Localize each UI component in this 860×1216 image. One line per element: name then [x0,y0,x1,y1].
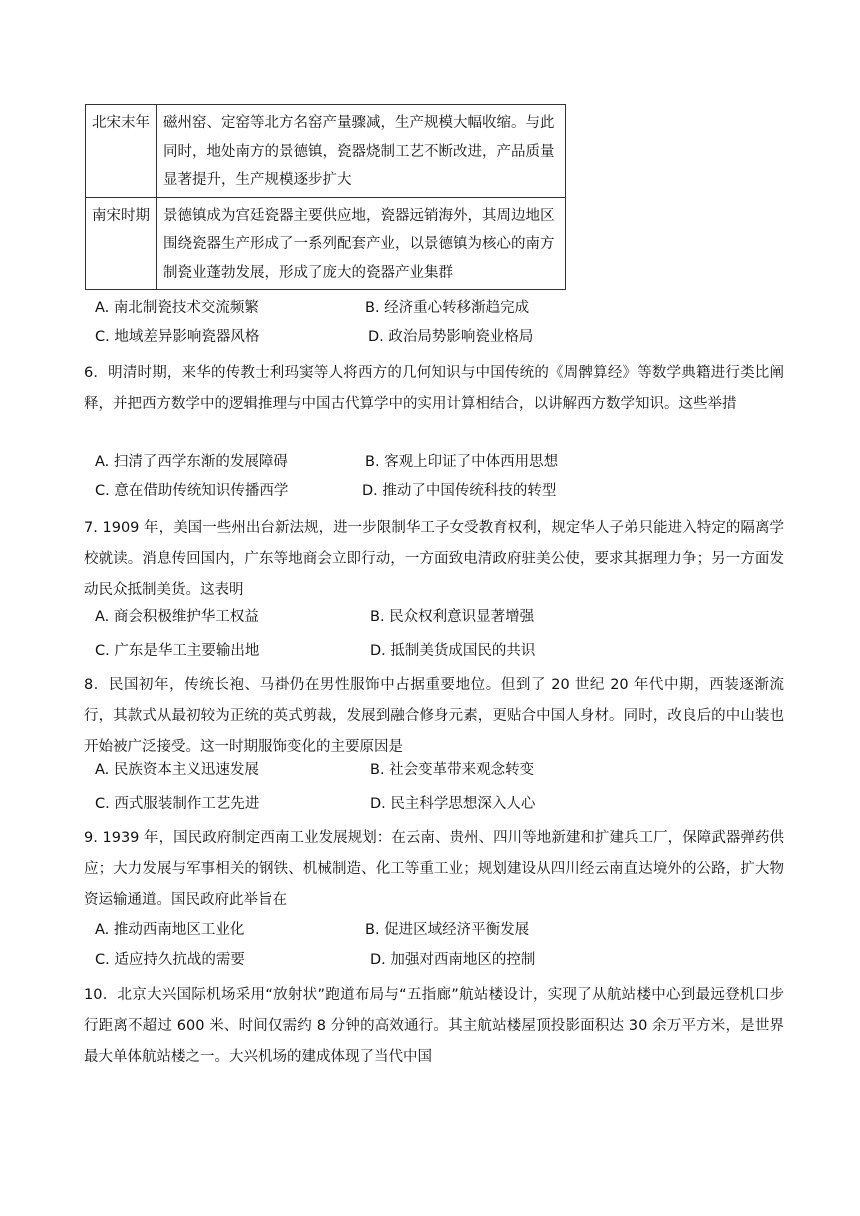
q6-stem: 6．明清时期，来华的传教士利玛窦等人将西方的几何知识与中国传统的《周髀算经》等数学典籍进行类比阐释，并把西方数学中的逻辑推理与中国古代算学中的实用计算相结合，以讲解西方数学知识。这些举措 [84,365,784,412]
q9-stem: 9. 1939 年，国民政府制定西南工业发展规划：在云南、贵州、四川等地新建和扩建兵工厂，保障武器弹药供应；大力发展与军事相关的钢铁、机械制造、化工等重工业；规划建设从四川经云南直达境外的公路，扩大物资运输通道。国民政府此举旨在 [84,830,784,908]
q6-option-b[interactable]: B. 客观上印证了中体西用思想 [365,454,559,470]
table-cell-text: 景德镇成为宫廷瓷器主要供应地，瓷器远销海外，其周边地区围绕瓷器生产形成了一系列配套产业，以景德镇为核心的南方制瓷业蓬勃发展，形成了庞大的瓷器产业集群 [157,197,566,290]
q7-option-c[interactable]: C. 广东是华工主要输出地 [95,643,260,659]
q6-option-c[interactable]: C. 意在借助传统知识传播西学 [95,483,289,499]
q7-stem: 7. 1909 年，美国一些州出台新法规，进一步限制华工子女受教育权利，规定华人子弟只能进入特定的隔离学校就读。消息传回国内，广东等地商会立即行动，一方面致电清政府驻美公使，要求其据理力争；另一方面发动民众抵制美货。这表明 [84,520,784,598]
q9-option-b[interactable]: B. 促进区域经济平衡发展 [365,922,530,938]
q5-period-table [85,104,566,290]
q10-stem: 10．北京大兴国际机场采用“放射状”跑道布局与“五指廊”航站楼设计，实现了从航站楼中心到最远登机口步行距离不超过 600 米、时间仅需约 8 分钟的高效通行。其主航站楼屋顶投影面积达 30 余万平方米，是世界最大单体航站楼之一。大兴机场的建成体现了当代中国 [84,987,784,1065]
q5-option-c[interactable]: C. 地域差异影响瓷器风格 [95,329,260,345]
q8-option-c[interactable]: C. 西式服装制作工艺先进 [95,796,260,812]
table-row [86,197,566,290]
table-cell-text: 磁州窑、定窑等北方名窑产量骤减，生产规模大幅收缩。与此同时，地处南方的景德镇，瓷器烧制工艺不断改进，产品质量显著提升，生产规模逐步扩大 [157,105,566,198]
q8-option-a[interactable]: A. 民族资本主义迅速发展 [95,762,259,778]
table-cell-era: 北宋末年 [86,105,157,198]
q9-option-a[interactable]: A. 推动西南地区工业化 [95,922,245,938]
q7-option-b[interactable]: B. 民众权利意识显著增强 [370,609,535,625]
q5-option-a[interactable]: A. 南北制瓷技术交流频繁 [95,300,259,316]
q6-option-d[interactable]: D. 推动了中国传统科技的转型 [362,483,557,499]
q7-option-a[interactable]: A. 商会积极维护华工权益 [95,609,259,625]
q8-stem: 8．民国初年，传统长袍、马褂仍在男性服饰中占据重要地位。但到了 20 世纪 20 年代中期，西装逐渐流行，其款式从最初较为正统的英式剪裁，发展到融合修身元素，更贴合中国人身材。同时，改良后的中山装也开始被广泛接受。这一时期服饰变化的主要原因是 [84,677,784,755]
q5-option-d[interactable]: D. 政治局势影响瓷业格局 [368,329,534,345]
q8-option-b[interactable]: B. 社会变革带来观念转变 [370,762,535,778]
q5-option-b[interactable]: B. 经济重心转移渐趋完成 [365,300,530,316]
q9-option-c[interactable]: C. 适应持久抗战的需要 [95,952,245,968]
q8-option-d[interactable]: D. 民主科学思想深入人心 [370,796,536,812]
table-row [86,105,566,198]
table-cell-era: 南宋时期 [86,197,157,290]
q7-option-d[interactable]: D. 抵制美货成国民的共识 [370,643,536,659]
q9-option-d[interactable]: D. 加强对西南地区的控制 [370,952,536,968]
q6-option-a[interactable]: A. 扫清了西学东渐的发展障碍 [95,454,288,470]
